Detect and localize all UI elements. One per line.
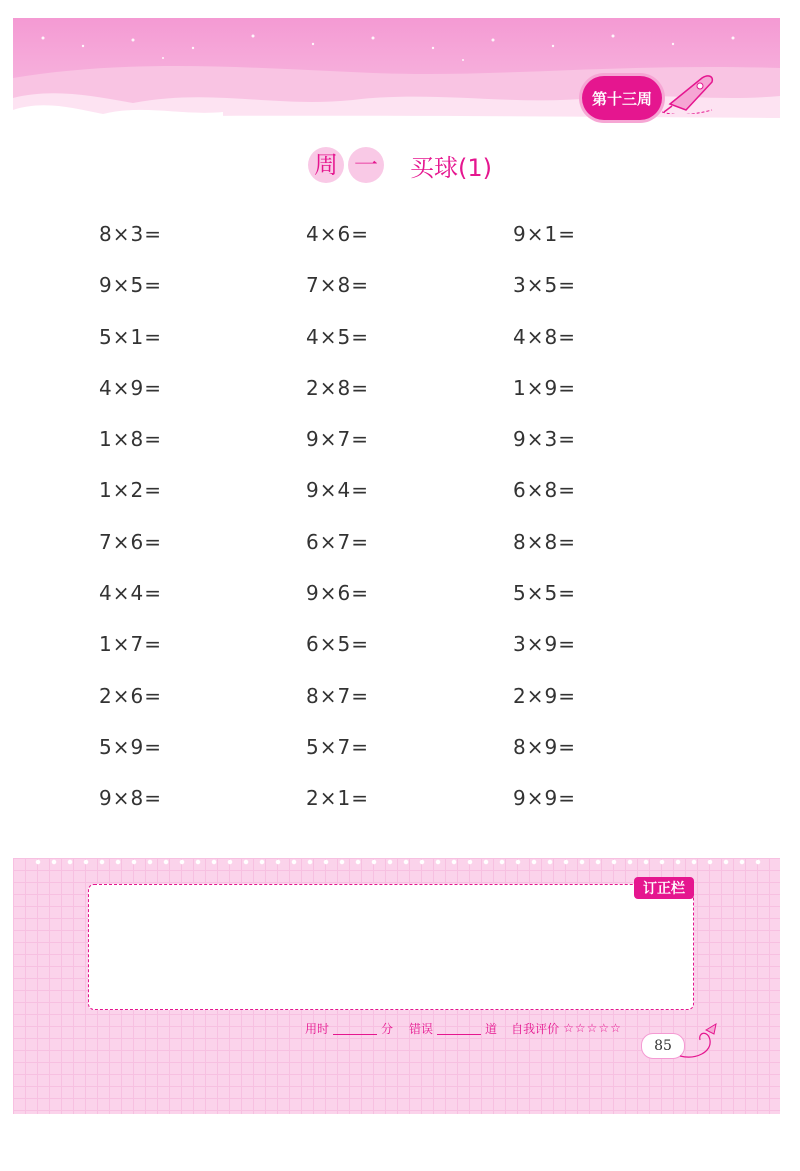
problem-item: 5×7= [306, 734, 369, 759]
problem-row [99, 632, 699, 683]
problem-item: 2×8= [306, 375, 369, 400]
problem-item: 1×9= [513, 375, 576, 400]
lesson-title: 买球(1) [410, 153, 492, 182]
errors-label: 错误 [409, 1021, 434, 1036]
week-badge: 第十三周 [582, 76, 662, 120]
problem-item: 9×4= [306, 478, 369, 503]
correction-label: 订正栏 [634, 877, 694, 899]
problem-row [99, 684, 699, 735]
problem-item: 3×9= [513, 632, 576, 657]
problem-item: 4×6= [306, 222, 369, 246]
day-char-week: 周 [308, 147, 344, 183]
problem-item: 3×5= [513, 273, 576, 298]
problem-row [99, 325, 699, 376]
problem-item: 9×9= [513, 786, 576, 811]
errors-blank[interactable] [437, 1022, 481, 1035]
problem-item: 1×8= [99, 427, 162, 452]
problem-item: 5×9= [99, 734, 162, 759]
problem-item: 6×5= [306, 632, 369, 657]
problem-item: 5×1= [99, 324, 162, 349]
count-label: 道 [485, 1021, 498, 1036]
day-char-one: 一 [348, 147, 384, 183]
page-number: 85 [641, 1033, 685, 1059]
problem-row [99, 478, 699, 529]
problem-item: 8×7= [306, 683, 369, 708]
problem-item: 7×8= [306, 273, 369, 298]
problem-item: 8×8= [513, 529, 576, 554]
problem-row [99, 376, 699, 427]
problem-row [99, 273, 699, 324]
problem-item: 9×3= [513, 427, 576, 452]
problem-row [99, 530, 699, 581]
problem-item: 9×7= [306, 427, 369, 452]
problem-item: 1×7= [99, 632, 162, 657]
problem-item: 4×8= [513, 324, 576, 349]
problem-item: 1×2= [99, 478, 162, 503]
problem-item: 7×6= [99, 529, 162, 554]
problem-item: 9×6= [306, 581, 369, 606]
time-blank[interactable] [333, 1022, 377, 1035]
problem-item: 9×1= [513, 222, 576, 246]
problem-row [99, 222, 699, 273]
problem-item: 8×9= [513, 734, 576, 759]
problem-item: 9×5= [99, 273, 162, 298]
problem-item: 6×7= [306, 529, 369, 554]
perforation-edge [30, 859, 770, 865]
correction-box[interactable] [88, 884, 694, 1010]
problem-item: 2×6= [99, 683, 162, 708]
self-assessment-line [305, 1018, 622, 1038]
problem-row [99, 735, 699, 786]
day-label [308, 147, 388, 183]
problem-item: 4×4= [99, 581, 162, 606]
rocket-icon [662, 70, 718, 114]
problem-item: 6×8= [513, 478, 576, 503]
minutes-label: 分 [381, 1021, 394, 1036]
problem-item: 9×8= [99, 786, 162, 811]
swirl-icon [676, 1022, 722, 1062]
problem-item: 4×5= [306, 324, 369, 349]
problem-item: 4×9= [99, 375, 162, 400]
problem-row [99, 581, 699, 632]
page-title [0, 145, 800, 185]
self-eval-label: 自我评价 [511, 1021, 560, 1036]
problem-item: 2×1= [306, 786, 369, 811]
problem-item: 5×5= [513, 581, 576, 606]
problem-grid [99, 222, 699, 838]
problem-item: 8×3= [99, 222, 162, 246]
star-icon[interactable]: ☆☆☆☆☆ [563, 1021, 622, 1035]
time-label: 用时 [305, 1021, 330, 1036]
problem-row [99, 427, 699, 478]
problem-row [99, 786, 699, 837]
problem-item: 2×9= [513, 683, 576, 708]
